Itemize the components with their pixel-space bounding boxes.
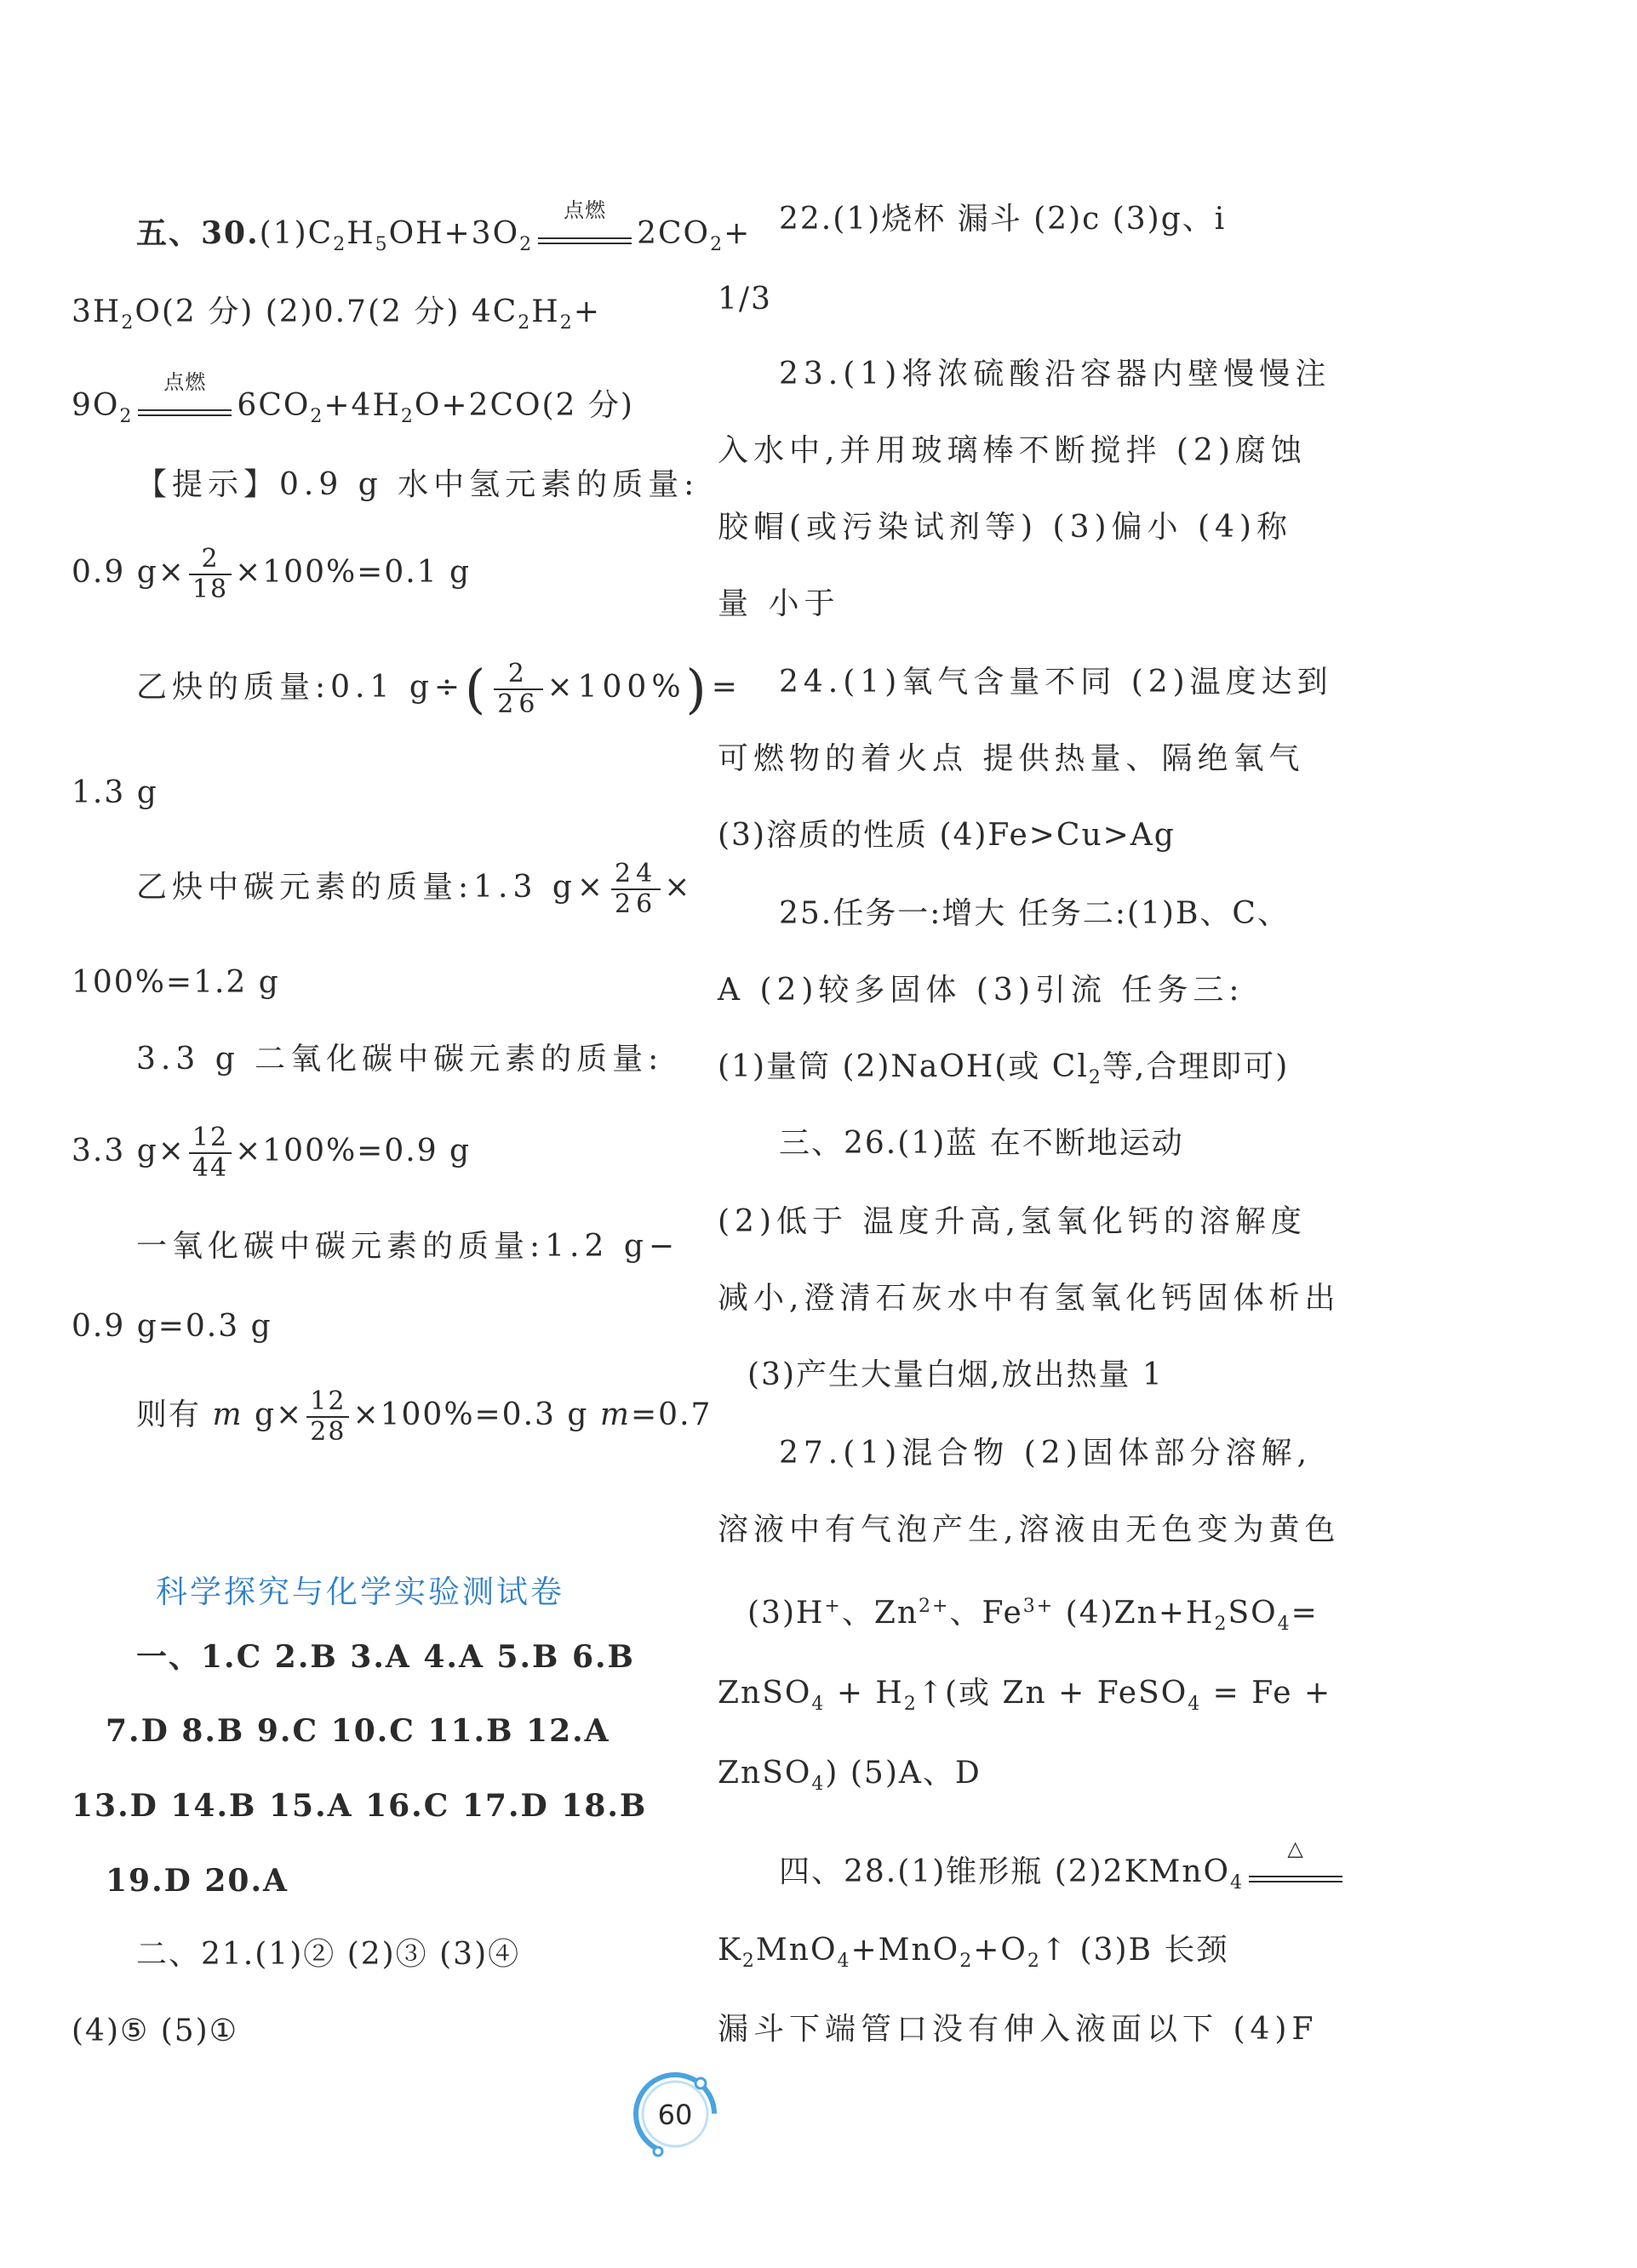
line-q24-1: 24.(1)氧气含量不同 (2)温度达到 xyxy=(779,665,1333,700)
line-calc-8: 一氧化碳中碳元素的质量:1.2 g− xyxy=(136,1229,680,1264)
text: +O xyxy=(973,1933,1027,1968)
denominator: 18 xyxy=(189,574,232,604)
line-q23-4: 量 小于 xyxy=(718,586,840,621)
text: (1)C xyxy=(259,216,334,251)
line-calc-4 xyxy=(136,860,695,919)
condition-label: 点燃 xyxy=(163,370,207,394)
text: ×100%=0.3 g xyxy=(352,1397,600,1432)
line-q27-4: ZnSO$_4$ + $H_2↑$(或 Zn + FeSO$_4$ = Fe + xyxy=(718,1676,1332,1716)
text: ) (5)A、D xyxy=(825,1756,982,1791)
line-q26-4: (3)产生大量白烟,放出热量 1 xyxy=(747,1357,1164,1392)
text: O+2CO(2 分) xyxy=(414,388,634,423)
line-q23-2: 入水中,并用玻璃棒不断搅拌 (2)腐蚀 xyxy=(718,433,1307,468)
text: =0.7 xyxy=(631,1397,713,1432)
line-q23-3: 胶帽(或污染试剂等) (3)偏小 (4)称 xyxy=(718,510,1292,545)
line-mc-1: 一、1.C 2.B 3.A 4.A 5.B 6.B xyxy=(136,1639,635,1675)
text: MnO xyxy=(755,1933,838,1968)
numerator: 12 xyxy=(192,1123,229,1152)
line-mc-3: 13.D 14.B 15.A 16.C 17.D 18.B xyxy=(72,1788,648,1824)
line-q26-3: 减小,澄清石灰水中有氢氧化钙固体析出 xyxy=(718,1281,1341,1316)
text: 9O xyxy=(72,388,120,423)
text: K xyxy=(718,1933,742,1968)
text: 乙炔的质量:0.1 g÷ xyxy=(136,670,466,705)
line-q23-1: 23.(1)将浓硫酸沿容器内壁慢慢注 xyxy=(779,357,1331,391)
text: ↑(或 Zn + FeSO xyxy=(917,1676,1188,1711)
line-calc-3: 1.3 g xyxy=(72,775,158,810)
text: g× xyxy=(243,1397,304,1432)
line-q30-3: $9O_2$ 点燃 $6CO_2+4H_2O+2CO(2$ 分) xyxy=(72,370,634,428)
denominator: 44 xyxy=(189,1152,232,1183)
text: = Fe + xyxy=(1201,1676,1332,1711)
text: +MnO xyxy=(850,1933,960,1968)
line-calc-10 xyxy=(136,1387,712,1447)
text: 四、28.(1)锥形瓶 (2)2KMnO xyxy=(779,1854,1231,1889)
line-q25-1: 25.任务一:增大 任务二:(1)B、C、 xyxy=(779,896,1290,931)
denominator: 26 xyxy=(611,888,661,919)
text: +4H xyxy=(323,388,401,423)
text: ×100% xyxy=(547,670,686,705)
text: 等,合理即可) xyxy=(1102,1049,1290,1084)
section-heading: 科学探究与化学实验测试卷 xyxy=(156,1574,564,1610)
line-q21-1: 二、21.(1)② (2)③ (3)④ xyxy=(136,1937,521,1972)
text: + H xyxy=(825,1676,904,1711)
line-mc-2: 7.D 8.B 9.C 10.C 11.B 12.A xyxy=(106,1713,610,1749)
page-number-badge xyxy=(627,2066,723,2162)
line-q30-2: $3H_2O(2$ 分) (2)0.7(2 分) $4C_2H_2+$ xyxy=(72,294,601,334)
line-q27-3: (3)H+、$Zn^{2+}$、$Fe^{3+}$ $(4)Zn+H_2SO_4=$ xyxy=(747,1596,1319,1636)
line-q22: 22.(1)烧杯 漏斗 (2)c (3)g、i xyxy=(779,202,1227,237)
text: m xyxy=(599,1397,632,1432)
line-mc-4: 19.D 20.A xyxy=(106,1863,289,1899)
text: (3)H xyxy=(747,1596,825,1631)
line-q25-2: A (2)较多固体 (3)引流 任务三: xyxy=(718,973,1245,1008)
condition-label: △ xyxy=(1287,1837,1304,1860)
text: OH+3O xyxy=(388,216,520,251)
line-q26-2: (2)低于 温度升高,氢氧化钙的溶解度 xyxy=(718,1204,1307,1239)
text: ×100%=0.1 g xyxy=(235,555,472,590)
line-q27-2: 溶液中有气泡产生,溶液由无色变为黄色 xyxy=(718,1512,1341,1547)
text: (4)Zn+H xyxy=(1054,1596,1215,1631)
page-badge-ring-icon xyxy=(627,2066,723,2162)
fraction xyxy=(189,545,232,604)
text: m xyxy=(212,1397,243,1432)
text: H xyxy=(346,216,375,251)
line-q27-1: 27.(1)混合物 (2)固体部分溶解, xyxy=(779,1436,1313,1471)
line-q26-1: 三、26.(1)蓝 在不断地运动 xyxy=(779,1126,1184,1161)
line-q27-5: ZnSO$_4$) (5)A、D xyxy=(718,1756,982,1796)
line-calc-9: 0.9 g=0.3 g xyxy=(72,1309,272,1344)
line-q22-b: 1/3 xyxy=(718,282,772,317)
line-calc-5: 100%=1.2 g xyxy=(72,965,280,1000)
text: 乙炔中碳元素的质量:1.3 g× xyxy=(136,870,609,905)
text: 6CO xyxy=(237,388,311,423)
line-calc-1 xyxy=(72,545,471,604)
line-calc-7 xyxy=(72,1123,471,1183)
text: + xyxy=(573,294,601,329)
text: ZnSO xyxy=(718,1756,812,1791)
reaction-condition xyxy=(535,198,635,254)
fraction xyxy=(494,660,543,719)
line-calc-6: 3.3 g 二氧化碳中碳元素的质量: xyxy=(136,1042,664,1077)
text: (1)量筒 (2)NaOH(或 Cl xyxy=(718,1049,1089,1084)
text: 0.9 g× xyxy=(72,555,186,590)
numerator: 2 xyxy=(201,544,220,574)
text: = xyxy=(711,670,742,705)
text: ( xyxy=(465,658,491,720)
text: 2CO xyxy=(637,216,711,251)
text: = xyxy=(1291,1596,1319,1631)
text: 3.3 g× xyxy=(72,1134,186,1168)
line-q28-1: 四、28.(1)锥形瓶 (2)2KMnO$_4$ △ xyxy=(779,1854,1348,1902)
numerator: 24 xyxy=(615,859,658,888)
q30-label: 五、30. xyxy=(136,215,260,251)
text: ↑ (3)B 长颈 xyxy=(1040,1933,1229,1968)
fraction xyxy=(189,1123,232,1183)
text: 3H xyxy=(72,294,122,329)
line-q24-2: 可燃物的着火点 提供热量、隔绝氧气 xyxy=(718,741,1305,776)
page-number: 60 xyxy=(657,2099,693,2131)
condition-label: 点燃 xyxy=(564,198,607,222)
line-q21-2: (4)⑤ (5)① xyxy=(72,2014,238,2048)
text: 、Zn xyxy=(841,1596,919,1631)
denominator: 28 xyxy=(306,1416,349,1447)
line-calc-2 xyxy=(136,660,742,719)
line-q25-3: (1)量筒 (2)NaOH(或 $Cl_2$等,合理即可) xyxy=(718,1049,1290,1089)
text: SO xyxy=(1228,1596,1278,1631)
text: ) xyxy=(685,658,712,720)
text: + xyxy=(724,216,752,251)
numerator: 2 xyxy=(507,659,529,688)
numerator: 12 xyxy=(310,1386,346,1416)
line-q24-3: (3)溶质的性质 (4)Fe>Cu>Ag xyxy=(718,818,1176,853)
text: ZnSO xyxy=(718,1676,812,1711)
text: × xyxy=(664,870,695,905)
denominator: 26 xyxy=(494,688,543,719)
reaction-condition xyxy=(1245,1837,1346,1893)
reaction-condition xyxy=(135,370,235,426)
line-hint: 【提示】0.9 g 水中氢元素的质量: xyxy=(136,467,700,502)
text: 则有 xyxy=(136,1397,213,1432)
line-q28-2: $K_2MnO_4+MnO_2+O_2↑$ (3)B 长颈 xyxy=(718,1933,1229,1973)
fraction xyxy=(611,860,661,919)
fraction xyxy=(306,1387,349,1447)
line-q28-3: 漏斗下端管口没有伸入液面以下 (4)F xyxy=(718,2012,1319,2047)
text: 、Fe xyxy=(949,1596,1023,1631)
line-q30-1: 五、$30.(1)C_2H_5OH+3O_2$ 点燃 $2CO_2+$ xyxy=(136,198,752,256)
text: ×100%=0.9 g xyxy=(235,1134,472,1168)
text: O(2 分) (2)0.7(2 分) 4C xyxy=(135,294,518,329)
text: H xyxy=(531,294,560,329)
